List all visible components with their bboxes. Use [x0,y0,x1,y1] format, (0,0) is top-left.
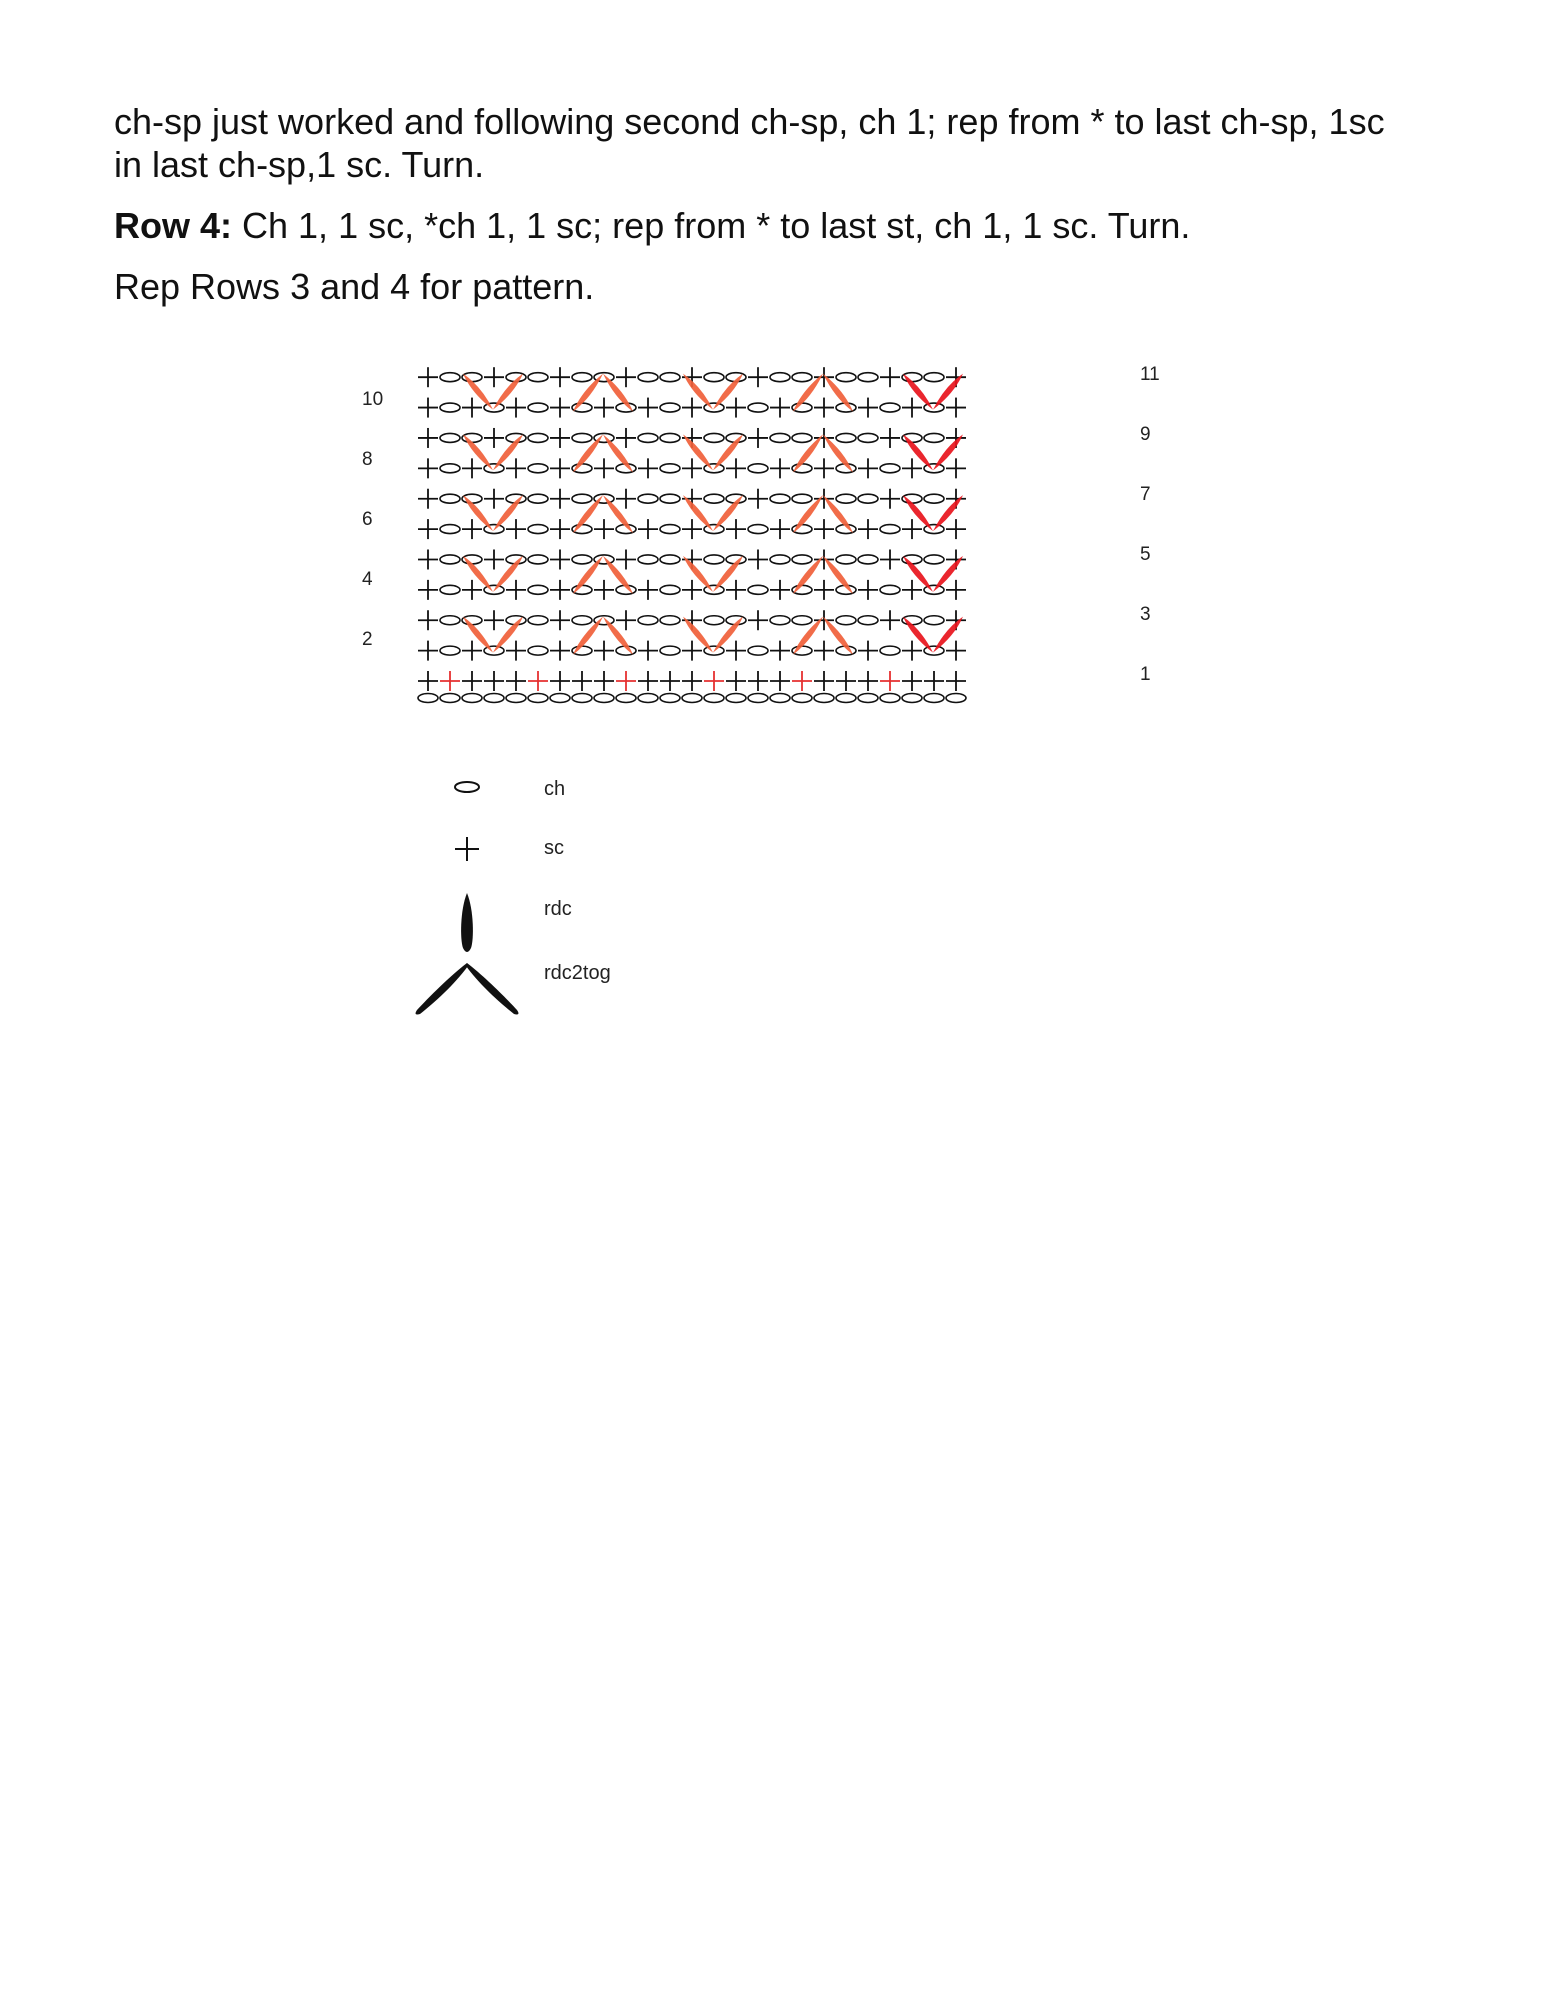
ch-symbol [594,694,614,703]
legend-item-sc [455,837,564,861]
ch-symbol [792,555,812,564]
ch-symbol [660,373,680,382]
ch-symbol [682,694,702,703]
ch-symbol [902,694,922,703]
sc-symbol [550,398,570,418]
sc-symbol [924,671,944,691]
sc-symbol [550,367,570,387]
rdc-leaf [683,374,713,410]
legend-label-ch: ch [544,778,566,800]
row-number-left: 4 [362,569,373,590]
sc-symbol [418,610,438,630]
ch-symbol [880,646,900,655]
sc-symbol [638,580,658,600]
sc-symbol [616,489,636,509]
ch-symbol [440,646,460,655]
ch-symbol [858,373,878,382]
sc-symbol [946,671,966,691]
sc-symbol [594,580,614,600]
ch-symbol [528,373,548,382]
sc-symbol [462,458,482,478]
sc-symbol [748,549,768,569]
ch-symbol [572,494,592,503]
paragraph-row-4 [114,204,1414,247]
sc-symbol [550,580,570,600]
rdc-leaf [683,556,713,592]
sc-symbol [462,398,482,418]
ch-symbol [726,694,746,703]
sc-symbol [858,580,878,600]
sc-symbol [550,671,570,691]
sc-symbol [748,367,768,387]
ch-symbol [440,585,460,594]
rdc-leaf [603,617,633,655]
ch-symbol [836,373,856,382]
sc-symbol [506,458,526,478]
rdc-leaf [793,556,823,594]
sc-symbol [550,549,570,569]
ch-symbol [528,616,548,625]
sc-symbol [594,671,614,691]
sc-symbol [660,671,680,691]
sc-symbol [814,398,834,418]
ch-symbol [792,694,812,703]
sc-symbol [858,671,878,691]
legend-label-rdc2tog: rdc2tog [544,962,611,984]
rdc-leaf [793,495,823,533]
sc-symbol [858,519,878,539]
sc-symbol [506,580,526,600]
ch-symbol [748,403,768,412]
ch-symbol [528,433,548,442]
sc-symbol [616,549,636,569]
ch-symbol [704,616,724,625]
sc-symbol [484,489,504,509]
ch-symbol [880,694,900,703]
ch-symbol [528,464,548,473]
sc-symbol [704,671,724,691]
ch-symbol [418,694,438,703]
sc-symbol [836,671,856,691]
ch-symbol [748,585,768,594]
sc-symbol [880,367,900,387]
rdc-icon [461,893,473,952]
ch-symbol [572,694,592,703]
ch-symbol [924,373,944,382]
paragraph-repeat: Rep Rows 3 and 4 for pattern. [114,266,595,307]
ch-symbol [748,646,768,655]
rdc-leaf [573,617,603,655]
rdc-leaf [573,374,603,412]
sc-symbol [418,580,438,600]
sc-symbol [484,428,504,448]
rdc-leaf [573,434,603,472]
rdc-leaf [603,495,633,533]
sc-symbol [418,489,438,509]
ch-symbol [528,403,548,412]
sc-symbol [726,398,746,418]
sc-symbol [770,580,790,600]
ch-symbol [880,403,900,412]
sc-symbol [506,671,526,691]
ch-symbol [440,525,460,534]
ch-symbol [528,694,548,703]
rdc-leaf [463,374,493,410]
ch-symbol [528,525,548,534]
rdc-leaf [573,495,603,533]
ch-symbol [858,616,878,625]
rdc-leaf [903,617,933,653]
legend-item-ch [455,778,565,800]
sc-symbol [638,671,658,691]
ch-symbol [836,694,856,703]
ch-symbol [660,433,680,442]
sc-symbol [418,428,438,448]
sc-symbol [638,641,658,661]
row-number-left: 8 [362,449,373,470]
sc-symbol [506,398,526,418]
sc-symbol [814,671,834,691]
ch-symbol [572,555,592,564]
ch-symbol [528,646,548,655]
row-number-left: 10 [362,389,384,410]
rdc-leaf [683,434,713,470]
sc-symbol [880,489,900,509]
legend-svg [400,770,800,1050]
sc-symbol [528,671,548,691]
ch-symbol [660,616,680,625]
rdc-leaf [933,434,963,470]
sc-symbol [594,398,614,418]
sc-symbol [726,671,746,691]
rdc-leaf [603,556,633,594]
ch-symbol [924,555,944,564]
sc-symbol [902,580,922,600]
row-number-right: 9 [1140,424,1151,445]
sc-symbol [550,489,570,509]
sc-icon [455,837,479,861]
row-number-right: 11 [1140,364,1160,385]
row-4-label: Row 4: [114,205,233,246]
rdc-leaf [683,617,713,653]
ch-symbol [440,403,460,412]
ch-symbol [770,616,790,625]
ch-symbol [836,433,856,442]
row-number-left: 6 [362,509,373,530]
ch-symbol [638,373,658,382]
ch-symbol [836,616,856,625]
rdc-leaf [903,495,933,531]
sc-symbol [572,671,592,691]
ch-symbol [572,433,592,442]
ch-symbol [924,433,944,442]
rdc-leaf [463,556,493,592]
sc-symbol [484,549,504,569]
sc-symbol [484,610,504,630]
ch-symbol [440,433,460,442]
row-4-text: Ch 1, 1 sc, *ch 1, 1 sc; rep from * to last st, ch 1, 1 sc. Turn. [232,205,1191,246]
sc-symbol [748,610,768,630]
ch-symbol [572,616,592,625]
sc-symbol [858,398,878,418]
sc-symbol [858,641,878,661]
rdc-leaf [603,374,633,412]
ch-symbol [704,694,724,703]
sc-symbol [902,519,922,539]
rdc-leaf [903,556,933,592]
sc-symbol [594,458,614,478]
ch-symbol [484,694,504,703]
sc-symbol [770,671,790,691]
ch-symbol [660,525,680,534]
sc-symbol [858,458,878,478]
rdc-leaf [573,556,603,594]
sc-symbol [550,519,570,539]
sc-symbol [748,489,768,509]
sc-symbol [946,398,966,418]
ch-symbol [792,373,812,382]
sc-symbol [440,671,460,691]
ch-symbol [704,555,724,564]
rdc-leaf [793,434,823,472]
ch-symbol [946,694,966,703]
sc-symbol [814,519,834,539]
sc-symbol [638,519,658,539]
sc-symbol [418,641,438,661]
sc-symbol [880,549,900,569]
sc-symbol [748,428,768,448]
ch-symbol [638,494,658,503]
instructions-text [114,100,1414,326]
row-number-right: 1 [1140,664,1151,685]
sc-symbol [814,458,834,478]
ch-symbol [770,555,790,564]
ch-symbol [660,403,680,412]
sc-symbol [682,519,702,539]
ch-symbol [660,585,680,594]
sc-symbol [902,641,922,661]
ch-symbol [660,555,680,564]
ch-symbol [638,694,658,703]
sc-symbol [550,458,570,478]
ch-symbol [770,694,790,703]
legend-label-sc: sc [544,837,564,859]
rdc-leaf [903,374,933,410]
row-number-right: 3 [1140,604,1151,625]
legend-item-rdc2tog [416,962,611,1015]
sc-symbol [814,580,834,600]
row-number-right: 7 [1140,484,1151,505]
sc-symbol [902,671,922,691]
ch-symbol [858,433,878,442]
rdc-leaf [683,495,713,531]
sc-symbol [726,641,746,661]
ch-symbol [704,494,724,503]
ch-symbol [858,494,878,503]
sc-symbol [484,671,504,691]
sc-symbol [594,641,614,661]
ch-symbol [506,694,526,703]
rdc-leaf [603,434,633,472]
sc-symbol [682,458,702,478]
row-number-right: 5 [1140,544,1151,565]
ch-symbol [704,373,724,382]
ch-symbol [528,494,548,503]
ch-symbol [440,555,460,564]
sc-symbol [462,580,482,600]
sc-symbol [418,458,438,478]
sc-symbol [748,671,768,691]
sc-symbol [946,519,966,539]
ch-symbol [770,373,790,382]
sc-symbol [550,641,570,661]
sc-symbol [770,641,790,661]
ch-symbol [528,585,548,594]
rdc-leaf [903,434,933,470]
ch-symbol [440,494,460,503]
ch-symbol [792,616,812,625]
sc-symbol [770,519,790,539]
ch-symbol [836,494,856,503]
rdc-leaf [933,556,963,592]
ch-symbol [550,694,570,703]
sc-symbol [462,641,482,661]
sc-symbol [594,519,614,539]
paragraph-continuation: ch-sp just worked and following second ch-sp, ch 1; rep from * to last ch-sp, 1sc in last ch-sp,1 sc. Turn. [114,101,1385,185]
stitch-chart [360,350,1180,730]
sc-symbol [682,671,702,691]
ch-symbol [770,433,790,442]
rdc-leaf [933,374,963,410]
sc-symbol [682,580,702,600]
sc-symbol [880,671,900,691]
ch-symbol [792,433,812,442]
sc-symbol [616,610,636,630]
symbol-legend [400,770,800,1050]
sc-symbol [550,428,570,448]
ch-symbol [748,464,768,473]
ch-symbol [660,694,680,703]
sc-symbol [770,458,790,478]
ch-symbol [528,555,548,564]
ch-symbol [858,555,878,564]
ch-symbol [440,616,460,625]
sc-symbol [418,671,438,691]
sc-symbol [880,428,900,448]
sc-symbol [902,458,922,478]
sc-symbol [616,428,636,448]
ch-symbol [880,525,900,534]
ch-symbol [660,494,680,503]
rdc2tog-icon [416,963,519,1015]
ch-symbol [660,464,680,473]
rdc-leaf [463,495,493,531]
ch-symbol [616,694,636,703]
row-number-left: 2 [362,629,373,650]
ch-symbol [440,694,460,703]
sc-symbol [946,580,966,600]
rdc-leaf [933,617,963,653]
sc-symbol [462,519,482,539]
ch-symbol [704,433,724,442]
ch-symbol [924,694,944,703]
ch-symbol [572,373,592,382]
sc-symbol [902,398,922,418]
sc-symbol [726,458,746,478]
sc-symbol [418,519,438,539]
ch-symbol [858,694,878,703]
ch-symbol [638,433,658,442]
sc-symbol [726,580,746,600]
sc-symbol [506,641,526,661]
sc-symbol [418,367,438,387]
sc-symbol [880,610,900,630]
rdc-leaf [793,617,823,655]
ch-symbol [880,464,900,473]
ch-symbol [770,494,790,503]
sc-symbol [946,458,966,478]
rdc-leaf [463,617,493,653]
ch-symbol [880,585,900,594]
sc-symbol [484,367,504,387]
stitch-chart-svg [360,350,1180,730]
sc-symbol [814,641,834,661]
sc-symbol [616,367,636,387]
ch-icon [455,782,479,792]
legend-item-rdc [461,893,572,952]
sc-symbol [726,519,746,539]
ch-symbol [462,694,482,703]
sc-symbol [462,671,482,691]
ch-symbol [440,464,460,473]
sc-symbol [638,458,658,478]
sc-symbol [418,398,438,418]
ch-symbol [792,494,812,503]
ch-symbol [924,494,944,503]
legend-label-rdc: rdc [544,898,572,920]
ch-symbol [638,555,658,564]
sc-symbol [770,398,790,418]
ch-symbol [814,694,834,703]
sc-symbol [506,519,526,539]
rdc-leaf [793,374,823,412]
sc-symbol [418,549,438,569]
sc-symbol [682,641,702,661]
ch-symbol [836,555,856,564]
ch-symbol [660,646,680,655]
ch-symbol [748,694,768,703]
sc-symbol [550,610,570,630]
rdc-leaf [933,495,963,531]
ch-symbol [440,373,460,382]
sc-symbol [638,398,658,418]
sc-symbol [946,641,966,661]
ch-symbol [638,616,658,625]
sc-symbol [682,398,702,418]
ch-symbol [748,525,768,534]
sc-symbol [616,671,636,691]
rdc-leaf [463,434,493,470]
ch-symbol [924,616,944,625]
sc-symbol [792,671,812,691]
